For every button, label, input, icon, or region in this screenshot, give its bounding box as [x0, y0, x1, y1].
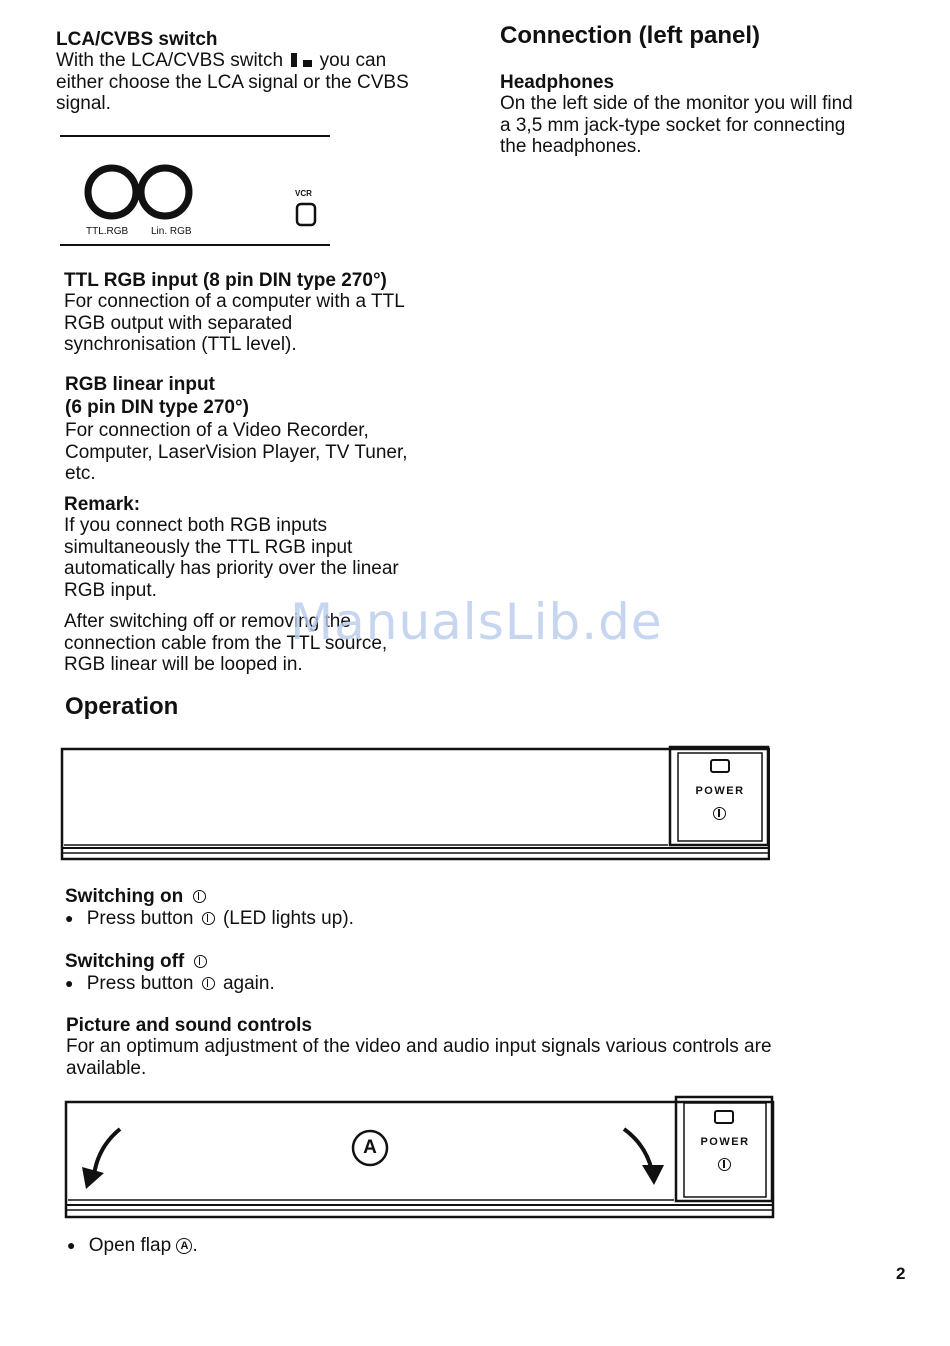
switch-icon — [288, 53, 314, 67]
panel1-power-icon — [713, 807, 726, 820]
label-ttl-rgb: TTL.RGB — [86, 226, 129, 237]
ttl-rgb-text: For connection of a computer with a TTL RGB output with separated synchronisation (TTL level). — [64, 291, 405, 355]
page-number: 2 — [896, 1264, 906, 1283]
open-flap-text-b: . — [192, 1235, 198, 1256]
switching-on-section — [65, 886, 565, 930]
monitor-front-panel-flap — [64, 1095, 776, 1221]
open-flap-section — [67, 1235, 467, 1257]
lca-cvbs-text-b: you can — [319, 50, 387, 71]
rgb-linear-heading-2: (6 pin DIN type 270°) — [65, 397, 249, 418]
panel2-power-icon — [718, 1158, 731, 1171]
switching-off-heading: Switching off — [65, 951, 185, 972]
remark-text-1: If you connect both RGB inputs simultaneously the TTL RGB input automatically has priority over the linear RGB input. — [64, 515, 399, 601]
power-symbol-icon — [202, 912, 215, 925]
power-symbol-icon — [202, 977, 215, 990]
panel1-power-label: POWER — [695, 785, 745, 797]
vcr-switch-icon — [297, 204, 315, 225]
panel2-flap-label: A — [363, 1137, 377, 1158]
headphones-text: On the left side of the monitor you will find a 3,5 mm jack-type socket for connecting the headphones. — [500, 93, 853, 157]
lca-cvbs-heading: LCA/CVBS switch — [56, 29, 218, 50]
power-symbol-icon — [194, 955, 207, 968]
monitor-front-panel — [60, 745, 770, 863]
switching-on-text-a: Press button — [86, 908, 194, 929]
switching-off-section — [65, 951, 565, 995]
open-flap-a-marker: A — [176, 1238, 192, 1254]
switching-on-heading: Switching on — [65, 886, 184, 907]
headphones-heading: Headphones — [500, 72, 615, 93]
lca-cvbs-text-a: With the LCA/CVBS switch — [56, 50, 284, 71]
connection-section — [500, 22, 920, 158]
operation-heading: Operation — [65, 693, 179, 720]
rgb-linear-text: For connection of a Video Recorder, Computer, LaserVision Player, TV Tuner, etc. — [65, 420, 408, 484]
label-vcr: VCR — [295, 189, 312, 198]
open-flap-text-a: Open flap — [88, 1235, 172, 1256]
left-arrow-icon — [82, 1129, 120, 1189]
linear-rgb-socket-icon — [141, 168, 189, 216]
panel2-outline — [64, 1095, 776, 1221]
picture-sound-text: For an optimum adjustment of the video and audio input signals various controls are available. — [66, 1036, 772, 1079]
connection-heading: Connection (left panel) — [500, 22, 760, 49]
figure-top-rule — [60, 135, 330, 137]
lca-cvbs-section — [56, 29, 476, 115]
switching-off-text-a: Press button — [86, 973, 194, 994]
power-symbol-icon — [193, 890, 206, 903]
remark-heading: Remark: — [64, 494, 141, 515]
figure-bottom-rule — [60, 244, 330, 246]
panel2-power-label: POWER — [700, 1136, 750, 1148]
panel-outline — [60, 745, 770, 863]
label-lin-rgb: Lin. RGB — [151, 226, 192, 237]
switching-on-text-b: (LED lights up). — [222, 908, 354, 929]
switching-off-text-b: again. — [222, 973, 275, 994]
ttl-rgb-heading: TTL RGB input (8 pin DIN type 270°) — [64, 270, 387, 291]
ttl-rgb-socket-icon — [88, 168, 136, 216]
right-arrow-icon — [624, 1129, 664, 1185]
remark-text-2: After switching off or removing the connection cable from the TTL source, RGB linear will be looped in. — [64, 611, 388, 675]
ttl-rgb-section — [64, 270, 484, 356]
picture-sound-section — [66, 1015, 866, 1079]
rgb-linear-section — [65, 374, 485, 485]
watermark: ManualsLib.de — [290, 593, 663, 651]
rgb-linear-heading-1: RGB linear input — [65, 374, 215, 395]
lca-cvbs-text-rest: either choose the LCA signal or the CVBS signal. — [56, 71, 409, 114]
picture-sound-heading: Picture and sound controls — [66, 1015, 312, 1036]
